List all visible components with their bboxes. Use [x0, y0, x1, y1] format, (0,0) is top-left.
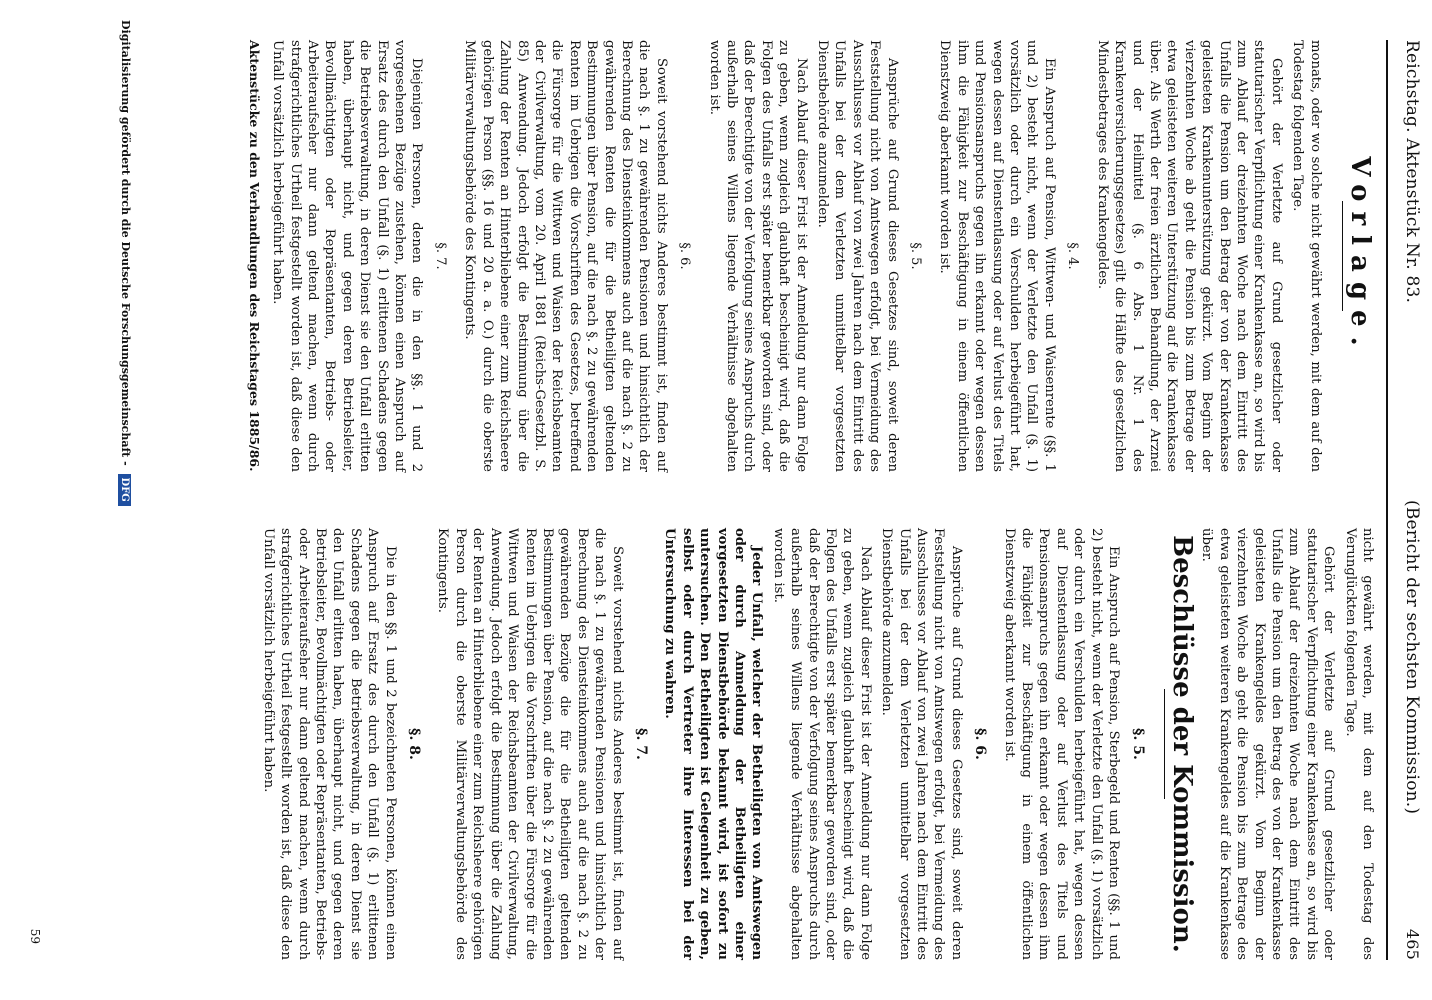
- dfg-logo: DFG: [118, 474, 131, 506]
- header-center: (Bericht der sechsten Kommission.): [1402, 500, 1422, 815]
- left-section-6: §. 6.: [677, 242, 693, 270]
- footer-page-number: 59: [28, 928, 42, 944]
- left-column-title: Vorlage.: [1345, 156, 1375, 356]
- right-paragraph-6: Soweit vorstehend nichts Anderes bestimmt ist, finden auf die nach §. 1 zu gewährenden Pensionen und hinsichtlich der Berechnung des Diensteinkommens auch auf die nach §. 2 zu gewährenden Bezüge die für die Betheiligten geltenden Bestimmungen über Pension, auf die nach §. 2 zu gewährenden Renten im Uebrigen die Vorschriften über die Fürsorge für die Wittwen und Waisen der Reichsbeamten der Civilverwaltung, Anwendung. Jedoch erfolgt die Bestimmung über die Zahlung der Renten an Hinterbliebene einer zum Reichsheere gehörigen Person durch die oberste Militärverwaltungsbehörde des Kontingents.: [435, 528, 625, 960]
- footnote: Aktenstücke zu den Verhandlungen des Reichstages 1885/86.: [246, 40, 262, 472]
- right-paragraph-3: Ein Anspruch auf Pension, Sterbegeld und Renten (§§. 1 und 2) besteht nicht, wenn der Verletzte den Unfall (§. 1) vorsätzlich oder durch ein Verschulden herbeigeführt hat, wegen dessen auf Dienstentlassung oder auf Verlust des Titels und Pensionsanspruchs gegen ihn erkannt oder wegen dessen ihm die Fähigkeit zur Beschäftigung in einem öffentlichen Dienstzweig aberkannt worden ist.: [1001, 528, 1122, 960]
- right-title-rule: [1164, 689, 1165, 799]
- right-paragraph-1: nicht gewährt werden, mit dem auf den Todestag des Verunglückten folgenden Tage.: [1342, 528, 1375, 960]
- header-rule: [1386, 40, 1388, 960]
- right-paragraph-7: Die in den §§. 1 und 2 bezeichneten Personen, können einen Anspruch auf Ersatz des durch den Unfall (§. 1) erlittenen Schadens gegen die Betriebsverwaltung, in deren Dienst sie den Unfall erlitten haben, überhaupt nicht, und gegen deren Betriebsleiter, Bevollmächtigten oder Repräsentanten, Betriebs- oder Arbeiteraufseher nur dann geltend machen, wenn durch strafgerichtliches Urtheil festgestellt worden ist, daß diese den Unfall vorsätzlich herbeigeführt haben.: [260, 528, 398, 960]
- right-section-7: §. 7.: [632, 728, 649, 760]
- right-section-5: §. 5.: [1129, 728, 1146, 760]
- left-section-5: §. 5.: [908, 242, 924, 270]
- right-paragraph-4: Ansprüche auf Grund dieses Gesetzes sind, soweit deren Feststellung nicht von Amtswegen erfolgt, bei Vermeidung des Ausschlusses vor Ablauf von zwei Jahren nach dem Eintritt des Unfalls bei der dem Verletzten unmittelbar vorgesetzten Dienstbehörde anzumelden.: [879, 528, 964, 960]
- left-column: [245, 40, 1376, 472]
- left-section-7: §. 7.: [432, 242, 448, 270]
- dfg-watermark: [118, 20, 132, 980]
- dfg-watermark-text: Digitalisierung gefördert durch die Deutsche Forschungsgemeinschaft -: [119, 20, 132, 466]
- left-paragraph-7: Diejenigen Personen, denen die in den §§. 1 und 2 vorgesehenen Bezüge zustehen, können einen Anspruch auf Ersatz des durch den Unfall (§. 1) erlittenen Schadens gegen die Betriebsverwaltung, in deren Dienst sie den Unfall erlitten haben, überhaupt nicht, und gegen deren Betriebsleiter, Bevollmächtigten oder Repräsentanten, Betriebs- oder Arbeiteraufseher nur dann geltend machen, wenn durch strafgerichtliches Urtheil festgestellt worden ist, daß diese den Unfall vorsätzlich herbeigeführt haben.: [270, 40, 425, 472]
- left-paragraph-1: monats, oder wo solche nicht gewährt werden, mit dem auf den Todestag folgenden Tage.: [1290, 40, 1323, 472]
- right-column: [255, 528, 1376, 960]
- right-section-8: §. 8.: [406, 728, 423, 760]
- page-header: [1392, 40, 1422, 960]
- right-paragraph-5: Nach Ablauf dieser Frist ist der Anmeldung nur dann Folge zu geben, wenn zugleich glaubhaft bescheinigt wird, daß die Folgen des Unfalls erst später bemerkbar geworden sind, oder daß der Berechtigte von der Verfolgung seines Anspruchs durch außerhalb seines Willens liegende Verhältnisse abgehalten worden ist.: [770, 528, 873, 960]
- header-left: Reichstag. Aktenstück Nr. 83.: [1402, 40, 1422, 304]
- left-paragraph-2: Gehört der Verletzte auf Grund gesetzlicher oder statutarischer Verpflichtung einer Krankenkasse an, so wird bis zum Ablauf der dreizehnten Woche nach dem Eintritt des Unfalls die Pension um den Betrag der von der Krankenkasse geleisteten Krankenunterstützung gekürzt. Vom Beginn der vierzehnten Woche ab geht die Pension bis zum Betrage der etwa geleisteten weiteren Unterstützung auf die Krankenkasse über. Als Werth der freien ärztlichen Behandlung, der Arznei und der Heilmittel (§. 6 Abs. 1 Nr. 1 des Krankenversicherungsgesetzes) gilt die Hälfte des gesetzlichen Mindestbetrages des Krankengeldes.: [1094, 40, 1284, 472]
- right-section-6: §. 6.: [972, 728, 989, 760]
- left-paragraph-4: Ansprüche auf Grund dieses Gesetzes sind, soweit deren Feststellung nicht von Amtswegen erfolgt, bei Vermeidung des Ausschlusses vor Ablauf von zwei Jahren nach dem Eintritt des Unfalls bei der dem Verletzten unmittelbar vorgesetzten Dienstbehörde anzumelden.: [815, 40, 900, 472]
- right-column-title: Beschlüsse der Kommission.: [1166, 535, 1197, 953]
- right-paragraph-5b: Jeder Unfall, welcher der Betheiligten von Amtswegen oder durch Anmeldung der Betheiligten einer vorgesetzten Dienstbehörde bekannt wird, ist sofort zu untersuchen. Den Betheiligten ist Gelegenheit zu geben, selbst oder durch Vertreter ihre Interessen bei der Untersuchung zu wahren.: [662, 528, 765, 960]
- left-paragraph-3: Ein Anspruch auf Pension, Wittwen- und Waisenrente (§§. 1 und 2) besteht nicht, wenn der Verletzte den Unfall (§. 1) vorsätzlich oder durch ein Verschulden herbeigeführt hat, wegen dessen auf Dienstentlassung oder auf Verlust des Titels und Pensionsanspruchs gegen ihn erkannt oder wegen dessen ihm die Fähigkeit zur Beschäftigung in einem öffentlichen Dienstzweig aberkannt worden ist.: [937, 40, 1057, 472]
- left-title-rule: [1342, 201, 1343, 311]
- left-paragraph-6: Soweit vorstehend nichts Anderes bestimmt ist, finden auf die nach §. 1 zu gewährenden Pensionen und hinsichtlich der Berechnung des Diensteinkommens auch auf die nach §. 2 zu gewährenden Renten die für die Betheiligten geltenden Bestimmungen über Pension, auf die nach §. 2 zu gewährenden Renten im Uebrigen die Vorschriften des Gesetzes, betreffend die Fürsorge für die Wittwen und Waisen der Reichsbeamten der Civilverwaltung, vom 20. April 1881 (Reichs-Gesetzbl. S. 85) Anwendung. Jedoch erfolgt die Bestimmung über die Zahlung der Renten an Hinterbliebene einer zum Reichsheere gehörigen Person (§§. 16 und 20 a. a. O.) durch die oberste Militärverwaltungsbehörde des Kontingents.: [462, 40, 669, 472]
- right-paragraph-2: Gehört der Verletzte auf Grund gesetzlicher oder statutarischer Verpflichtung einer Krankenkasse an, so wird bis zum Ablauf der dreizehnten Woche nach dem Eintritt des Unfalls die Pension um den Betrag des von der Krankenkasse geleisteten Krankengeldes gekürzt. Vom Beginn der vierzehnten Woche ab geht die Pension bis zum Betrage des etwa geleisteten weiteren Krankengeldes auf die Krankenkasse über.: [1199, 528, 1337, 960]
- page-number: 465: [1403, 928, 1422, 960]
- left-paragraph-5: Nach Ablauf dieser Frist ist der Anmeldung nur dann Folge zu geben, wenn zugleich glaubhaft bescheinigt wird, daß die Folgen des Unfalls erst später bemerkbar geworden sind, oder daß der Berechtigte von der Verfolgung seines Anspruchs durch außerhalb seines Willens liegende Verhältnisse abgehalten worden ist.: [706, 40, 809, 472]
- left-section-4: §. 4.: [1065, 242, 1081, 270]
